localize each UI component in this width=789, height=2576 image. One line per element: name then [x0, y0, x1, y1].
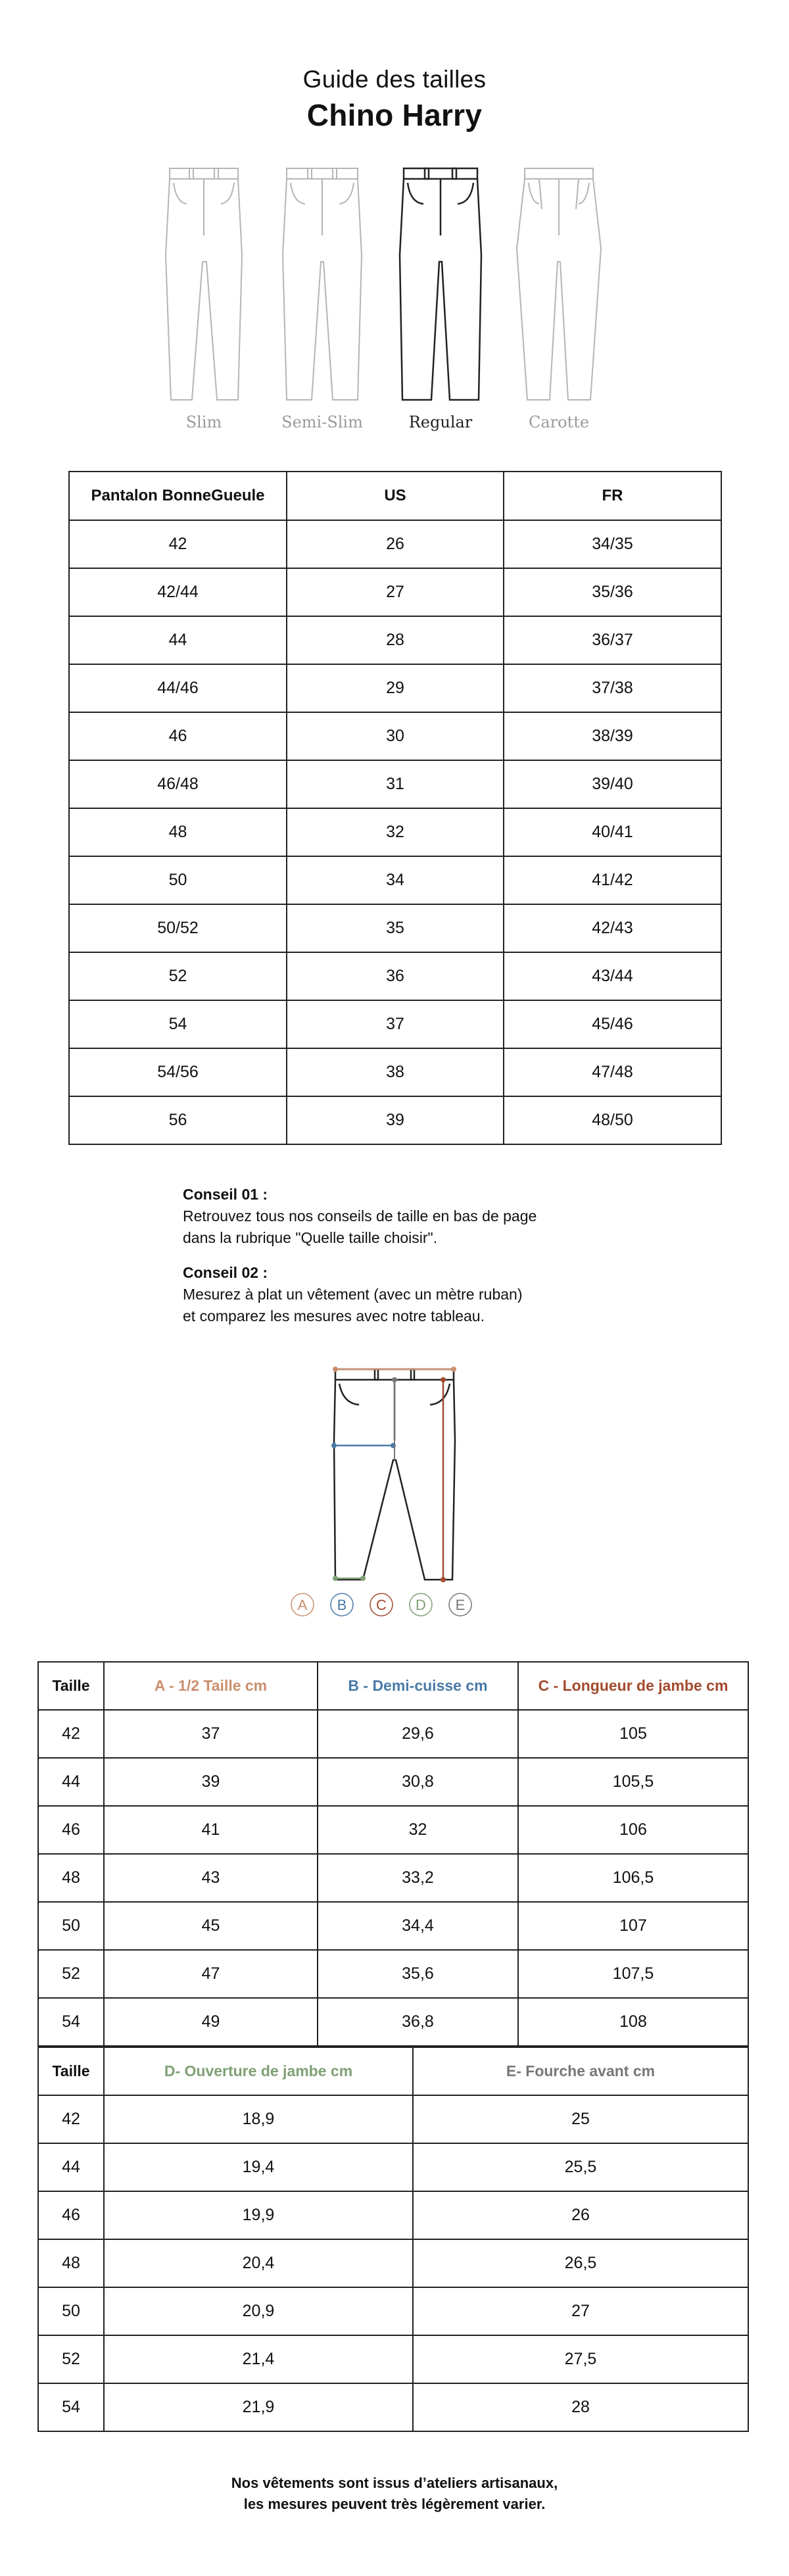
table-cell: 46 [69, 712, 287, 760]
tip-line: et comparez les mesures avec notre tableau. [183, 1307, 485, 1324]
table-cell: 50 [69, 856, 287, 904]
table-cell: 52 [38, 2335, 104, 2383]
table-cell: 49 [104, 1998, 318, 2046]
table-cell: 37 [287, 1000, 504, 1048]
size-conversion-table [68, 471, 722, 1145]
table-cell: 36 [287, 952, 504, 1000]
column-header: Taille [38, 1662, 104, 1710]
table-cell: 46/48 [69, 760, 287, 808]
table-cell: 29 [287, 664, 504, 712]
tip-line: dans la rubrique "Quelle taille choisir". [183, 1229, 438, 1246]
table-cell: 50 [38, 1902, 104, 1950]
table-cell: 34,4 [318, 1902, 518, 1950]
table-cell: 107,5 [518, 1950, 748, 1998]
table-cell: 54 [69, 1000, 287, 1048]
table-cell: 43/44 [504, 952, 721, 1000]
table-cell: 107 [518, 1902, 748, 1950]
size-tips [183, 1184, 643, 1327]
column-header: Taille [38, 2047, 104, 2095]
table-cell: 30,8 [318, 1758, 518, 1806]
table-cell: 28 [287, 616, 504, 664]
table-cell: 27 [413, 2287, 748, 2335]
table-row [38, 2095, 748, 2143]
measurement-table-de [37, 2047, 749, 2432]
table-cell: 36,8 [318, 1998, 518, 2046]
footer-line: les mesures peuvent très légèrement varier. [243, 2496, 546, 2512]
table-row [69, 712, 721, 760]
table-cell: 31 [287, 760, 504, 808]
table-row [69, 808, 721, 856]
table-cell: 38 [287, 1048, 504, 1096]
column-header: A - 1/2 Taille cm [104, 1662, 318, 1710]
table-row [69, 904, 721, 952]
table-cell: 52 [38, 1950, 104, 1998]
table-row [38, 2335, 748, 2383]
table-cell: 19,9 [104, 2191, 413, 2239]
marker-e: E [455, 1597, 466, 1613]
table-cell: 105 [518, 1710, 748, 1758]
table-row [38, 2191, 748, 2239]
table-cell: 44 [38, 1758, 104, 1806]
table-cell: 38/39 [504, 712, 721, 760]
table-cell: 39/40 [504, 760, 721, 808]
semi-slim-trousers-icon [276, 163, 368, 406]
table-cell: 45/46 [504, 1000, 721, 1048]
table-cell: 27 [287, 568, 504, 616]
table-cell: 35/36 [504, 568, 721, 616]
table-cell: 54/56 [69, 1048, 287, 1096]
table-cell: 44 [38, 2143, 104, 2191]
table-cell: 35,6 [318, 1950, 518, 1998]
table-cell: 37 [104, 1710, 318, 1758]
table-cell: 47 [104, 1950, 318, 1998]
table-cell: 46 [38, 2191, 104, 2239]
regular-trousers-icon [394, 163, 487, 406]
table-cell: 41/42 [504, 856, 721, 904]
table-cell: 35 [287, 904, 504, 952]
table-header-row [38, 2047, 748, 2095]
table-row [38, 2143, 748, 2191]
table-row [69, 1000, 721, 1048]
marker-c: C [376, 1597, 387, 1613]
table-row [69, 520, 721, 568]
table-cell: 47/48 [504, 1048, 721, 1096]
table-cell: 46 [38, 1806, 104, 1854]
trousers-measurement-icon [283, 1361, 506, 1624]
table-cell: 48 [69, 808, 287, 856]
tip-title: Conseil 02 : [183, 1264, 268, 1281]
table-cell: 29,6 [318, 1710, 518, 1758]
table-row [38, 1902, 748, 1950]
table-row [38, 2287, 748, 2335]
slim-trousers-icon [158, 163, 250, 406]
tip-line: Mesurez à plat un vêtement (avec un mètre ruban) [183, 1286, 523, 1303]
measurement-table-abc [37, 1661, 749, 2047]
table-cell: 44 [69, 616, 287, 664]
table-cell: 32 [287, 808, 504, 856]
table-cell: 48 [38, 2239, 104, 2287]
table-row [69, 568, 721, 616]
table-cell: 27,5 [413, 2335, 748, 2383]
table-cell: 50 [38, 2287, 104, 2335]
fit-label: Regular [408, 413, 473, 431]
column-header: E- Fourche avant cm [413, 2047, 748, 2095]
table-row [38, 1998, 748, 2046]
fit-semi-slim [270, 163, 375, 431]
marker-a: A [297, 1597, 308, 1613]
table-cell: 26 [413, 2191, 748, 2239]
table-cell: 34/35 [504, 520, 721, 568]
carotte-trousers-icon [513, 163, 605, 406]
table-cell: 20,9 [104, 2287, 413, 2335]
table-cell: 108 [518, 1998, 748, 2046]
table-cell: 43 [104, 1854, 318, 1902]
table-row [69, 760, 721, 808]
table-cell: 48 [38, 1854, 104, 1902]
column-header: Pantalon BonneGueule [69, 472, 287, 520]
table-cell: 34 [287, 856, 504, 904]
table-cell: 39 [104, 1758, 318, 1806]
table-cell: 32 [318, 1806, 518, 1854]
tip-02 [183, 1262, 643, 1327]
table-cell: 30 [287, 712, 504, 760]
table-row [38, 2239, 748, 2287]
table-cell: 50/52 [69, 904, 287, 952]
table-row [38, 1758, 748, 1806]
table-header-row [38, 1662, 748, 1710]
table-cell: 37/38 [504, 664, 721, 712]
marker-b: B [337, 1597, 347, 1613]
table-cell: 25 [413, 2095, 748, 2143]
fit-label: Semi-Slim [281, 413, 363, 431]
fit-regular [388, 163, 493, 431]
table-cell: 20,4 [104, 2239, 413, 2287]
column-header: D- Ouverture de jambe cm [104, 2047, 413, 2095]
table-cell: 44/46 [69, 664, 287, 712]
tip-line: Retrouvez tous nos conseils de taille en bas de page [183, 1207, 537, 1225]
fit-slim [151, 163, 256, 431]
table-row [38, 1806, 748, 1854]
table-cell: 42/43 [504, 904, 721, 952]
table-cell: 21,9 [104, 2383, 413, 2431]
table-header-row [69, 472, 721, 520]
table-row [69, 1048, 721, 1096]
table-cell: 106 [518, 1806, 748, 1854]
table-cell: 56 [69, 1096, 287, 1144]
table-cell: 18,9 [104, 2095, 413, 2143]
fit-selector [151, 163, 638, 439]
table-cell: 40/41 [504, 808, 721, 856]
table-cell: 21,4 [104, 2335, 413, 2383]
fit-label: Carotte [528, 413, 590, 431]
table-cell: 42 [38, 1710, 104, 1758]
table-cell: 33,2 [318, 1854, 518, 1902]
table-row [38, 1710, 748, 1758]
table-cell: 42 [69, 520, 287, 568]
table-cell: 48/50 [504, 1096, 721, 1144]
marker-d: D [416, 1597, 426, 1613]
table-row [69, 1096, 721, 1144]
tip-title: Conseil 01 : [183, 1186, 268, 1203]
table-cell: 26 [287, 520, 504, 568]
footer-note [0, 2473, 789, 2515]
column-header: C - Longueur de jambe cm [518, 1662, 748, 1710]
table-cell: 105,5 [518, 1758, 748, 1806]
table-row [69, 856, 721, 904]
table-cell: 28 [413, 2383, 748, 2431]
table-row [38, 2383, 748, 2431]
table-row [38, 1854, 748, 1902]
table-cell: 26,5 [413, 2239, 748, 2287]
table-row [69, 664, 721, 712]
page-title: Chino Harry [306, 98, 483, 132]
table-cell: 25,5 [413, 2143, 748, 2191]
table-cell: 106,5 [518, 1854, 748, 1902]
table-cell: 52 [69, 952, 287, 1000]
table-cell: 54 [38, 1998, 104, 2046]
column-header: US [287, 472, 504, 520]
table-cell: 41 [104, 1806, 318, 1854]
tip-01 [183, 1184, 643, 1249]
fit-label: Slim [185, 413, 222, 431]
fit-carotte [506, 163, 611, 431]
measurement-diagram [283, 1361, 506, 1624]
table-cell: 42/44 [69, 568, 287, 616]
table-cell: 54 [38, 2383, 104, 2431]
table-cell: 42 [38, 2095, 104, 2143]
footer-line: Nos vêtements sont issus d’ateliers artisanaux, [231, 2475, 558, 2491]
table-cell: 39 [287, 1096, 504, 1144]
column-header: B - Demi-cuisse cm [318, 1662, 518, 1710]
page-header [0, 66, 789, 133]
table-row [69, 952, 721, 1000]
table-cell: 45 [104, 1902, 318, 1950]
table-row [69, 616, 721, 664]
table-cell: 19,4 [104, 2143, 413, 2191]
page-subtitle: Guide des tailles [302, 66, 487, 93]
table-cell: 36/37 [504, 616, 721, 664]
table-row [38, 1950, 748, 1998]
column-header: FR [504, 472, 721, 520]
